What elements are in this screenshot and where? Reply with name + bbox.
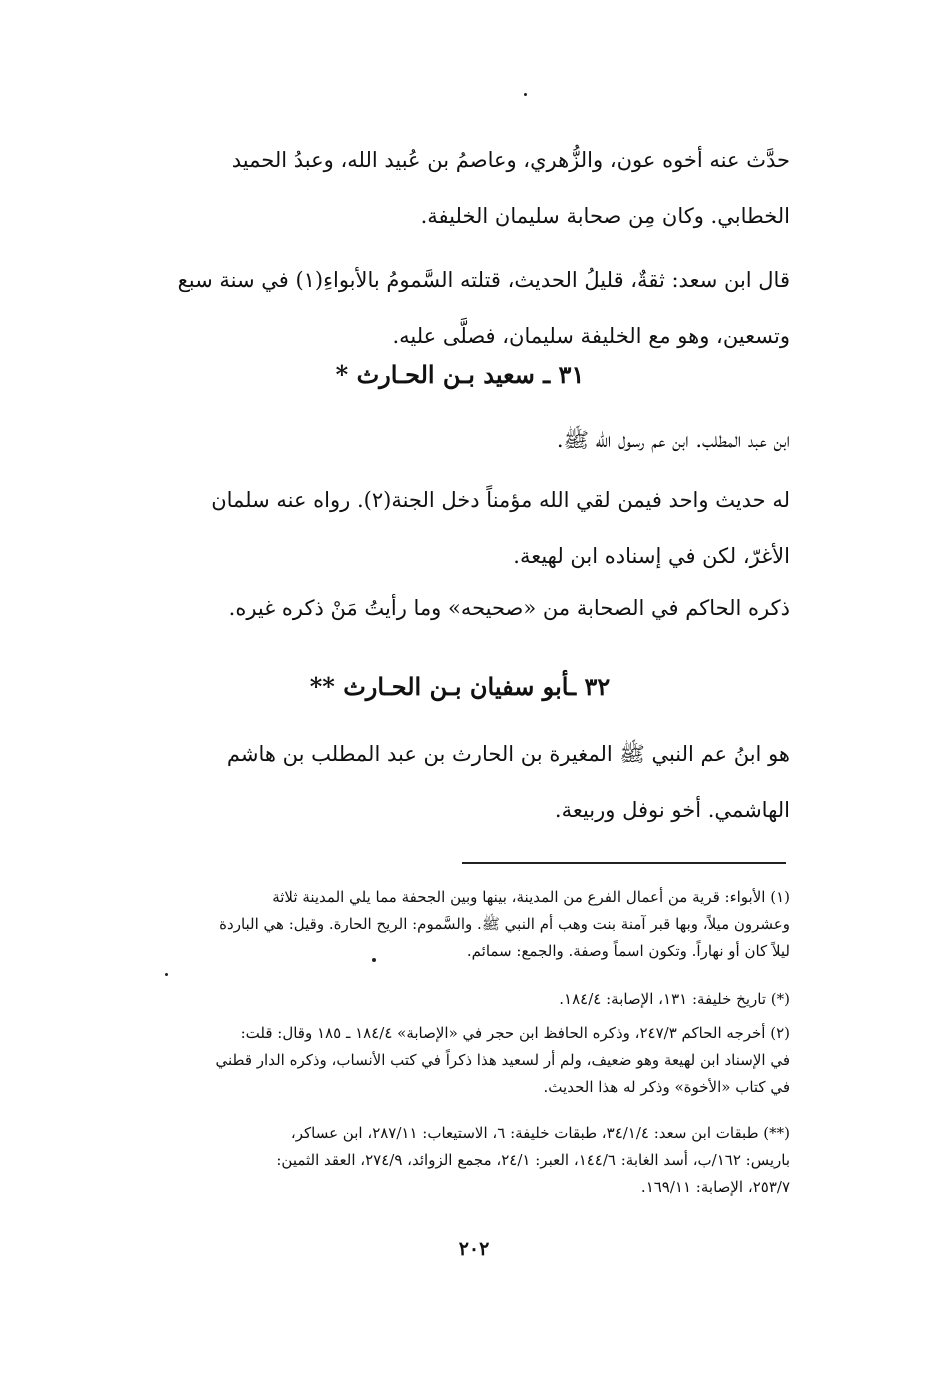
footnote-line: باريس: ١٦٢/ب، أسد الغابة: ١٤٤/٦، العبر: ٢٤/١، مجمع الزوائد، ٢٧٤/٩، العقد الثمين:: [276, 1151, 790, 1169]
footnote-2: [130, 1020, 790, 1101]
text-line: هو ابنُ عم النبي ﷺ المغيرة بن الحارث بن عبد المطلب بن هاشم: [226, 742, 790, 766]
text-line: الأغرّ، لكن في إسناده ابن لهيعة.: [513, 544, 790, 568]
footnote-1: [130, 884, 790, 965]
footnote-line: وعشرون ميلاً، وبها قبر آمنة بنت وهب أم النبي ﷺ. والسَّموم: الريح الحارة. وقيل: هي الباردة: [219, 915, 790, 933]
scan-speck: [372, 958, 376, 962]
paragraph-narrators: [130, 132, 790, 244]
entry-heading-31: ٣١ ـ سعيد بـن الحـارث *: [335, 360, 585, 389]
page-number: ٢٠٢: [458, 1238, 490, 1260]
scan-speck: [165, 973, 168, 976]
text-line: له حديث واحد فيمن لقي الله مؤمناً دخل الجنة(٢). رواه عنه سلمان: [211, 488, 790, 512]
text-line: الخطابي. وكان مِن صحابة سليمان الخليفة.: [420, 204, 790, 228]
text-line: قال ابن سعد: ثقةٌ، قليلُ الحديث، قتلته السَّمومُ بالأبواءِ(١) في سنة سبع: [177, 268, 790, 292]
footnote-line: (**) طبقات ابن سعد: ٣٤/١/٤، طبقات خليفة: ٦، الاستيعاب: ٢٨٧/١١، ابن عساكر،: [290, 1124, 790, 1142]
text-line: ابن عبد المطلب. ابن عم رسول الله ﷺ.: [556, 428, 790, 452]
footnote-double-star: [130, 1120, 790, 1201]
text-line: حدَّث عنه أخوه عون، والزُّهري، وعاصمُ بن عُبيد الله، وعبدُ الحميد: [231, 148, 790, 172]
footnote-line: ٢٥٣/٧، الإصابة: ١٦٩/١١.: [640, 1178, 790, 1196]
footnote-line: (١) الأبواء: قرية من أعمال الفرع من المدينة، بينها وبين الجحفة مما يلي المدينة ثلاثة: [272, 888, 790, 906]
text-line: وتسعين، وهو مع الخليفة سليمان، فصلَّى عليه.: [392, 324, 790, 348]
paragraph-lineage: [130, 412, 790, 468]
paragraph-ibn-saad: [130, 252, 790, 364]
text-line: ذكره الحاكم في الصحابة من «صحيحه» وما رأيتُ مَنْ ذكره غيره.: [228, 596, 790, 620]
footnote-line: ليلاً كان أو نهاراً. وتكون اسماً وصفة. والجمع: سمائم.: [466, 942, 790, 960]
entry-heading-32: ٣٢ ـأبو سفيان بـن الحـارث **: [309, 672, 611, 701]
footnote-separator: [462, 862, 786, 864]
paragraph-hakim: [130, 580, 790, 636]
footnote-line: (٢) أخرجه الحاكم ٢٤٧/٣، وذكره الحافظ ابن حجر في «الإصابة» ١٨٤/٤ ـ ١٨٥ وقال: قلت:: [240, 1024, 790, 1042]
scan-speck: [524, 93, 527, 96]
footnote-star: [130, 986, 790, 1013]
paragraph-abu-sufyan: [130, 726, 790, 838]
paragraph-hadith: [130, 472, 790, 584]
footnote-line: في الإسناد ابن لهيعة وهو ضعيف، ولم أر لسعيد هذا ذكراً في كتب الأنساب، وذكره الدار قطني: [215, 1051, 790, 1069]
footnote-line: في كتاب «الأخوة» وذكر له هذا الحديث.: [543, 1078, 790, 1096]
footnote-line: (*) تاريخ خليفة: ١٣١، الإصابة: ١٨٤/٤.: [559, 990, 790, 1008]
text-line: الهاشمي. أخو نوفل وربيعة.: [554, 798, 790, 822]
